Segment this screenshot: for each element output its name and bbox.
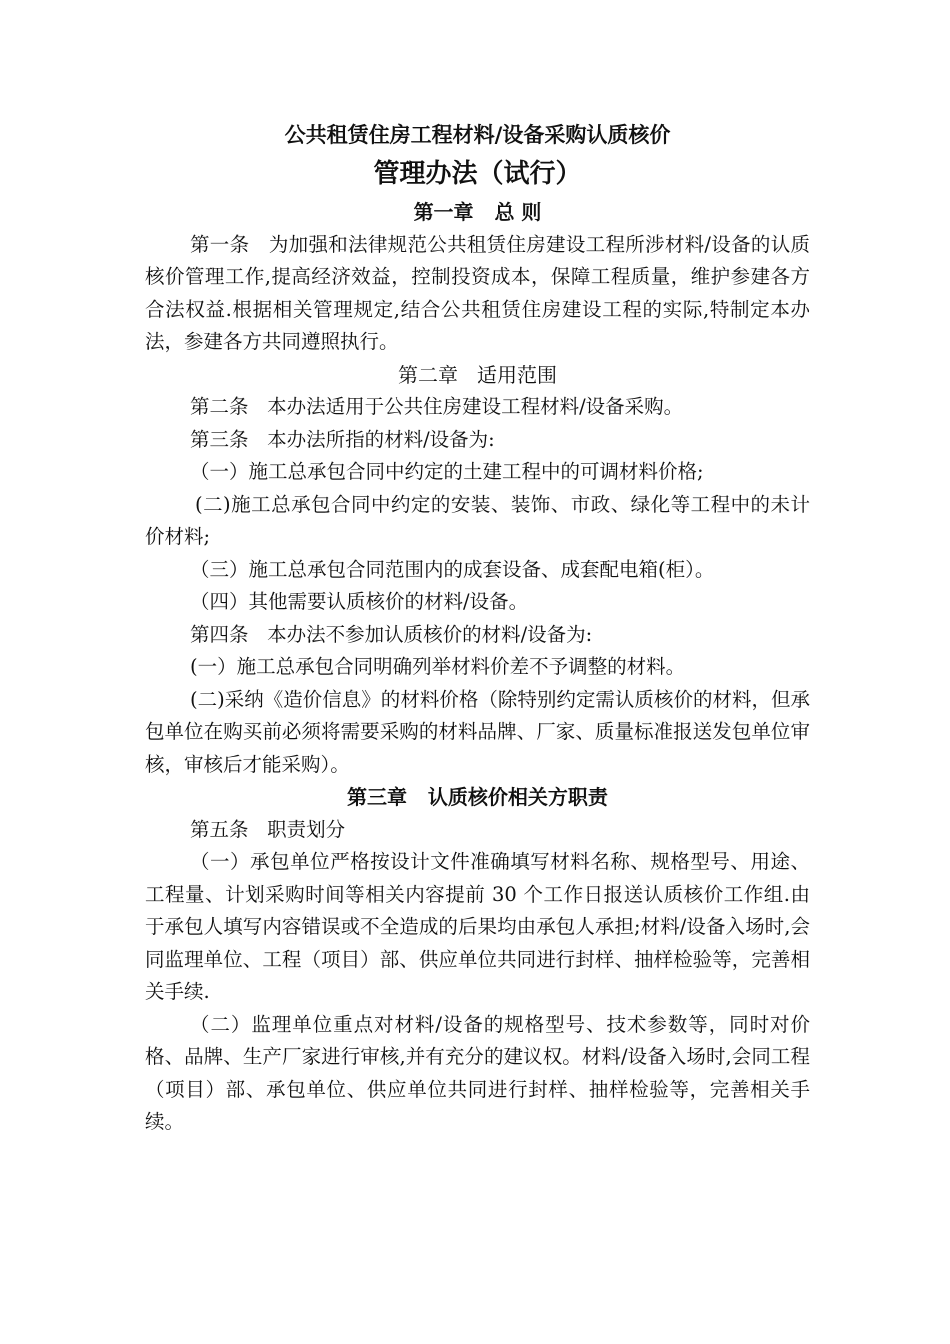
- chapter-1-heading: 第一章 总 则: [413, 200, 542, 224]
- article-3-item-3: （三）施工总承包合同范围内的成套设备、成套配电箱(柜）。: [190, 557, 715, 581]
- article-2: 第二条 本办法适用于公共住房建设工程材料/设备采购。: [190, 395, 684, 418]
- article-1: 第一条 为加强和法律规范公共租赁住房建设工程所涉材料/设备的认质核价管理工作,提高经济效益，控制投资成本，保障工程质量，维护参建各方合法权益.根据相关管理规定,结合公共租赁住房建设工程的实际,特制定本办法，参建各方共同遵照执行。: [145, 232, 810, 353]
- chapter-3-heading: 第三章 认质核价相关方职责: [347, 785, 608, 809]
- document-title-line1: 公共租赁住房工程材料/设备采购认质核价: [284, 123, 671, 147]
- article-4: 第四条 本办法不参加认质核价的材料/设备为:: [190, 622, 593, 646]
- document-page: [145, 118, 810, 1139]
- article-4-item-1: (一）施工总承包合同明确列举材料价差不予调整的材料。: [190, 655, 686, 678]
- article-3-item-4: （四）其他需要认质核价的材料/设备。: [190, 590, 529, 613]
- document-title-line2: 管理办法（试行）: [373, 159, 582, 189]
- article-3-item-2: (二)施工总承包合同中约定的安装、装饰、市政、绿化等工程中的未计价材料;: [145, 492, 810, 548]
- article-4-item-2: (二)采纳《造价信息》的材料价格（除特别约定需认质核价的材料，但承包单位在购买前必须将需要采购的材料品牌、厂家、质量标准报送发包单位审核，审核后才能采购）。: [145, 687, 810, 776]
- article-3: 第三条 本办法所指的材料/设备为:: [190, 427, 495, 451]
- article-5-item-2: （二）监理单位重点对材料/设备的规格型号、技术参数等，同时对价格、品牌、生产厂家进行审核,并有充分的建议权。材料/设备入场时,会同工程（项目）部、承包单位、供应单位共同进行封样、抽样检验等，完善相关手续。: [145, 1012, 810, 1133]
- chapter-2-heading: 第二章 适用范围: [397, 362, 558, 387]
- article-5-item-1: （一）承包单位严格按设计文件准确填写材料名称、规格型号、用途、工程量、计划采购时间等相关内容提前 30 个工作日报送认质核价工作组.由于承包人填写内容错误或不全造成的后果均由承包人承担;材料/设备入场时,会同监理单位、工程（项目）部、供应单位共同进行封样、抽样检验等，完善相关手续.: [145, 850, 810, 1003]
- article-5: 第五条 职责划分: [190, 817, 346, 841]
- article-3-item-1: （一）施工总承包合同中约定的土建工程中的可调材料价格;: [190, 460, 704, 483]
